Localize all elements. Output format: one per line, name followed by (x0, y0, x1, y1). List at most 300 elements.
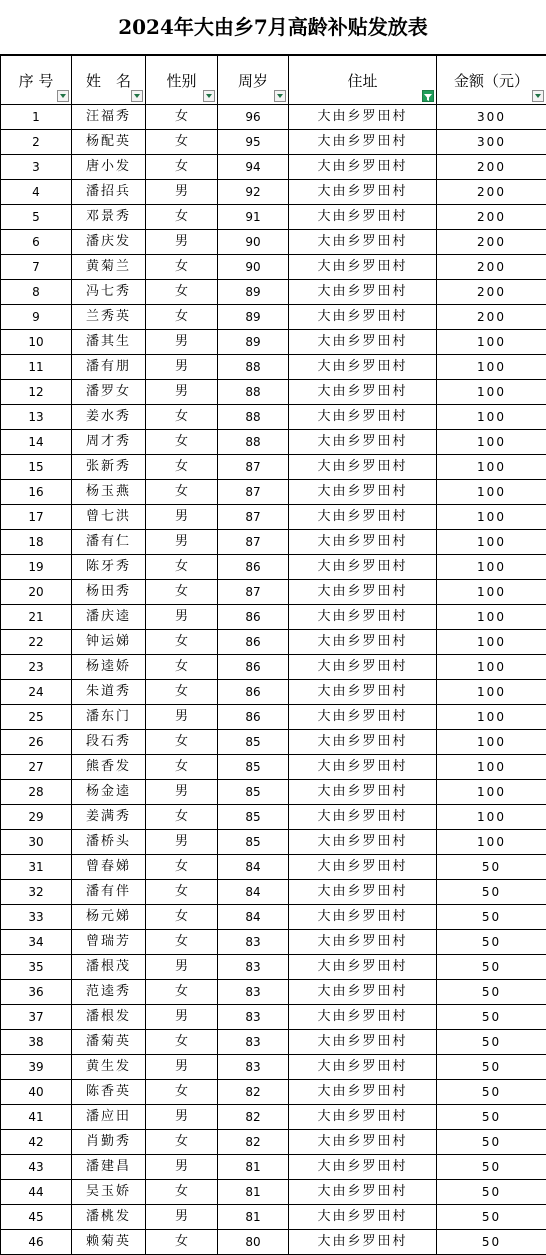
row-gender-cell[interactable]: 女 (146, 755, 218, 780)
row-amount-cell[interactable]: 100 (437, 705, 546, 730)
row-amount-cell[interactable]: 200 (437, 230, 546, 255)
row-address-cell[interactable]: 大由乡罗田村 (289, 980, 437, 1005)
row-age-cell[interactable]: 89 (218, 305, 289, 330)
row-name-cell[interactable]: 杨配英 (72, 130, 146, 155)
row-gender-cell[interactable]: 男 (146, 605, 218, 630)
row-amount-cell[interactable]: 100 (437, 430, 546, 455)
row-name-cell[interactable]: 姜水秀 (72, 405, 146, 430)
row-address-cell[interactable]: 大由乡罗田村 (289, 905, 437, 930)
row-gender-cell[interactable]: 女 (146, 1030, 218, 1055)
row-amount-cell[interactable]: 100 (437, 480, 546, 505)
row-name-cell[interactable]: 潘有伴 (72, 880, 146, 905)
row-gender-cell[interactable]: 女 (146, 1230, 218, 1255)
header-label: 周岁 (238, 72, 268, 90)
row-name-cell[interactable]: 熊香发 (72, 755, 146, 780)
row-name-cell[interactable]: 潘东门 (72, 705, 146, 730)
row-age-cell[interactable]: 88 (218, 355, 289, 380)
row-name-cell[interactable]: 肖勤秀 (72, 1130, 146, 1155)
row-age-cell[interactable]: 89 (218, 330, 289, 355)
row-gender-cell[interactable]: 男 (146, 380, 218, 405)
row-serial-cell[interactable]: 29 (1, 805, 72, 830)
row-serial-cell[interactable]: 26 (1, 730, 72, 755)
row-address-cell[interactable]: 大由乡罗田村 (289, 780, 437, 805)
table-row (1, 180, 546, 205)
row-gender-cell[interactable]: 女 (146, 730, 218, 755)
row-amount-cell[interactable]: 50 (437, 1105, 546, 1130)
row-name-cell[interactable]: 潘应田 (72, 1105, 146, 1130)
row-address-cell[interactable]: 大由乡罗田村 (289, 405, 437, 430)
row-gender-cell[interactable]: 男 (146, 1105, 218, 1130)
row-serial-cell[interactable]: 38 (1, 1030, 72, 1055)
row-name-cell[interactable]: 汪福秀 (72, 105, 146, 130)
row-gender-cell[interactable]: 女 (146, 405, 218, 430)
row-age-cell[interactable]: 95 (218, 130, 289, 155)
row-amount-cell[interactable]: 50 (437, 1155, 546, 1180)
row-name-cell[interactable]: 钟运娣 (72, 630, 146, 655)
row-name-cell[interactable]: 潘桃发 (72, 1205, 146, 1230)
row-gender-cell[interactable]: 男 (146, 1055, 218, 1080)
row-age-cell[interactable]: 81 (218, 1155, 289, 1180)
row-address-cell[interactable]: 大由乡罗田村 (289, 105, 437, 130)
row-address-cell[interactable]: 大由乡罗田村 (289, 1130, 437, 1155)
row-amount-cell[interactable]: 200 (437, 205, 546, 230)
row-address-cell[interactable]: 大由乡罗田村 (289, 1180, 437, 1205)
row-serial-cell[interactable]: 27 (1, 755, 72, 780)
header-cell-gender[interactable] (146, 56, 218, 105)
row-age-cell[interactable]: 89 (218, 280, 289, 305)
row-age-cell[interactable]: 87 (218, 455, 289, 480)
row-serial-cell[interactable]: 5 (1, 205, 72, 230)
row-age-cell[interactable]: 82 (218, 1105, 289, 1130)
row-name-cell[interactable]: 曾瑞芳 (72, 930, 146, 955)
row-amount-cell[interactable]: 100 (437, 805, 546, 830)
row-address-cell[interactable]: 大由乡罗田村 (289, 505, 437, 530)
row-address-cell[interactable]: 大由乡罗田村 (289, 530, 437, 555)
row-address-cell[interactable]: 大由乡罗田村 (289, 455, 437, 480)
row-amount-cell[interactable]: 50 (437, 1130, 546, 1155)
row-address-cell[interactable]: 大由乡罗田村 (289, 755, 437, 780)
row-address-cell[interactable]: 大由乡罗田村 (289, 1155, 437, 1180)
row-amount-cell[interactable]: 100 (437, 355, 546, 380)
row-name-cell[interactable]: 兰秀英 (72, 305, 146, 330)
row-amount-cell[interactable]: 100 (437, 505, 546, 530)
row-amount-cell[interactable]: 200 (437, 180, 546, 205)
row-amount-cell[interactable]: 100 (437, 380, 546, 405)
row-amount-cell[interactable]: 300 (437, 105, 546, 130)
row-amount-cell[interactable]: 200 (437, 280, 546, 305)
header-cell-amount[interactable] (437, 56, 546, 105)
row-gender-cell[interactable]: 男 (146, 955, 218, 980)
row-amount-cell[interactable]: 100 (437, 605, 546, 630)
row-serial-cell[interactable]: 11 (1, 355, 72, 380)
row-gender-cell[interactable]: 女 (146, 805, 218, 830)
row-gender-cell[interactable]: 女 (146, 480, 218, 505)
row-address-cell[interactable]: 大由乡罗田村 (289, 330, 437, 355)
row-age-cell[interactable]: 90 (218, 230, 289, 255)
row-age-cell[interactable]: 86 (218, 705, 289, 730)
table-row (1, 205, 546, 230)
filter-dropdown-icon[interactable] (274, 90, 286, 102)
row-serial-cell[interactable]: 14 (1, 430, 72, 455)
row-address-cell[interactable]: 大由乡罗田村 (289, 930, 437, 955)
row-serial-cell[interactable]: 2 (1, 130, 72, 155)
row-name-cell[interactable]: 杨玉燕 (72, 480, 146, 505)
row-address-cell[interactable]: 大由乡罗田村 (289, 1230, 437, 1255)
row-amount-cell[interactable]: 100 (437, 455, 546, 480)
row-serial-cell[interactable]: 43 (1, 1155, 72, 1180)
row-amount-cell[interactable]: 50 (437, 905, 546, 930)
row-gender-cell[interactable]: 女 (146, 680, 218, 705)
row-address-cell[interactable]: 大由乡罗田村 (289, 1080, 437, 1105)
row-serial-cell[interactable]: 10 (1, 330, 72, 355)
row-serial-cell[interactable]: 12 (1, 380, 72, 405)
row-name-cell[interactable]: 吴玉娇 (72, 1180, 146, 1205)
row-name-cell[interactable]: 潘根发 (72, 1005, 146, 1030)
row-age-cell[interactable]: 90 (218, 255, 289, 280)
filter-dropdown-icon[interactable] (203, 90, 215, 102)
row-name-cell[interactable]: 赖菊英 (72, 1230, 146, 1255)
row-address-cell[interactable]: 大由乡罗田村 (289, 605, 437, 630)
filter-active-icon[interactable] (422, 90, 434, 102)
row-serial-cell[interactable]: 13 (1, 405, 72, 430)
row-address-cell[interactable]: 大由乡罗田村 (289, 255, 437, 280)
row-name-cell[interactable]: 周才秀 (72, 430, 146, 455)
row-amount-cell[interactable]: 50 (437, 880, 546, 905)
row-gender-cell[interactable]: 女 (146, 255, 218, 280)
row-age-cell[interactable]: 88 (218, 430, 289, 455)
row-address-cell[interactable]: 大由乡罗田村 (289, 555, 437, 580)
row-serial-cell[interactable]: 6 (1, 230, 72, 255)
row-age-cell[interactable]: 82 (218, 1080, 289, 1105)
row-name-cell[interactable]: 段石秀 (72, 730, 146, 755)
row-age-cell[interactable]: 85 (218, 805, 289, 830)
table-row (1, 405, 546, 430)
row-gender-cell[interactable]: 男 (146, 505, 218, 530)
table-row (1, 580, 546, 605)
row-age-cell[interactable]: 84 (218, 905, 289, 930)
row-name-cell[interactable]: 杨逵娇 (72, 655, 146, 680)
row-name-cell[interactable]: 邓景秀 (72, 205, 146, 230)
row-gender-cell[interactable]: 男 (146, 180, 218, 205)
row-gender-cell[interactable]: 女 (146, 980, 218, 1005)
row-age-cell[interactable]: 87 (218, 480, 289, 505)
row-serial-cell[interactable]: 16 (1, 480, 72, 505)
row-amount-cell[interactable]: 50 (437, 980, 546, 1005)
row-age-cell[interactable]: 84 (218, 855, 289, 880)
table-row (1, 630, 546, 655)
row-address-cell[interactable]: 大由乡罗田村 (289, 1030, 437, 1055)
row-address-cell[interactable]: 大由乡罗田村 (289, 730, 437, 755)
row-serial-cell[interactable]: 23 (1, 655, 72, 680)
row-serial-cell[interactable]: 15 (1, 455, 72, 480)
row-serial-cell[interactable]: 20 (1, 580, 72, 605)
header-cell-serial[interactable] (1, 56, 72, 105)
row-amount-cell[interactable]: 50 (437, 1005, 546, 1030)
row-address-cell[interactable]: 大由乡罗田村 (289, 355, 437, 380)
row-amount-cell[interactable]: 100 (437, 655, 546, 680)
row-name-cell[interactable]: 潘其生 (72, 330, 146, 355)
row-address-cell[interactable]: 大由乡罗田村 (289, 955, 437, 980)
row-age-cell[interactable]: 81 (218, 1180, 289, 1205)
row-name-cell[interactable]: 潘建昌 (72, 1155, 146, 1180)
row-age-cell[interactable]: 96 (218, 105, 289, 130)
row-name-cell[interactable]: 潘庆逵 (72, 605, 146, 630)
row-age-cell[interactable]: 83 (218, 1030, 289, 1055)
row-gender-cell[interactable]: 男 (146, 830, 218, 855)
row-amount-cell[interactable]: 100 (437, 730, 546, 755)
row-gender-cell[interactable]: 女 (146, 1180, 218, 1205)
row-amount-cell[interactable]: 100 (437, 755, 546, 780)
row-name-cell[interactable]: 潘菊英 (72, 1030, 146, 1055)
row-address-cell[interactable]: 大由乡罗田村 (289, 705, 437, 730)
row-age-cell[interactable]: 86 (218, 680, 289, 705)
row-name-cell[interactable]: 潘根茂 (72, 955, 146, 980)
row-gender-cell[interactable]: 男 (146, 705, 218, 730)
row-age-cell[interactable]: 87 (218, 580, 289, 605)
row-gender-cell[interactable]: 女 (146, 155, 218, 180)
header-cell-age[interactable] (218, 56, 289, 105)
row-address-cell[interactable]: 大由乡罗田村 (289, 155, 437, 180)
row-serial-cell[interactable]: 39 (1, 1055, 72, 1080)
row-gender-cell[interactable]: 男 (146, 330, 218, 355)
header-cell-address[interactable] (289, 56, 437, 105)
row-amount-cell[interactable]: 300 (437, 130, 546, 155)
row-gender-cell[interactable]: 男 (146, 780, 218, 805)
row-name-cell[interactable]: 潘桥头 (72, 830, 146, 855)
row-serial-cell[interactable]: 35 (1, 955, 72, 980)
row-gender-cell[interactable]: 男 (146, 1205, 218, 1230)
row-serial-cell[interactable]: 40 (1, 1080, 72, 1105)
row-name-cell[interactable]: 张新秀 (72, 455, 146, 480)
row-gender-cell[interactable]: 女 (146, 930, 218, 955)
row-serial-cell[interactable]: 42 (1, 1130, 72, 1155)
row-age-cell[interactable]: 88 (218, 405, 289, 430)
table-row (1, 530, 546, 555)
row-age-cell[interactable]: 80 (218, 1230, 289, 1255)
row-address-cell[interactable]: 大由乡罗田村 (289, 430, 437, 455)
row-serial-cell[interactable]: 21 (1, 605, 72, 630)
row-gender-cell[interactable]: 女 (146, 880, 218, 905)
row-name-cell[interactable]: 黄生发 (72, 1055, 146, 1080)
row-serial-cell[interactable]: 33 (1, 905, 72, 930)
row-age-cell[interactable]: 86 (218, 655, 289, 680)
table-row (1, 930, 546, 955)
row-gender-cell[interactable]: 女 (146, 855, 218, 880)
row-amount-cell[interactable]: 200 (437, 305, 546, 330)
row-serial-cell[interactable]: 19 (1, 555, 72, 580)
row-age-cell[interactable]: 83 (218, 1005, 289, 1030)
row-address-cell[interactable]: 大由乡罗田村 (289, 1105, 437, 1130)
row-name-cell[interactable]: 潘有仁 (72, 530, 146, 555)
row-gender-cell[interactable]: 女 (146, 655, 218, 680)
row-serial-cell[interactable]: 30 (1, 830, 72, 855)
row-age-cell[interactable]: 86 (218, 605, 289, 630)
header-cell-name[interactable] (72, 56, 146, 105)
row-gender-cell[interactable]: 女 (146, 630, 218, 655)
table-row (1, 430, 546, 455)
row-age-cell[interactable]: 83 (218, 930, 289, 955)
row-serial-cell[interactable]: 8 (1, 280, 72, 305)
row-gender-cell[interactable]: 女 (146, 1130, 218, 1155)
row-amount-cell[interactable]: 100 (437, 680, 546, 705)
row-amount-cell[interactable]: 200 (437, 255, 546, 280)
row-address-cell[interactable]: 大由乡罗田村 (289, 280, 437, 305)
filter-dropdown-icon[interactable] (532, 90, 544, 102)
row-name-cell[interactable]: 朱道秀 (72, 680, 146, 705)
row-age-cell[interactable]: 85 (218, 780, 289, 805)
row-gender-cell[interactable]: 女 (146, 305, 218, 330)
row-serial-cell[interactable]: 34 (1, 930, 72, 955)
row-gender-cell[interactable]: 女 (146, 580, 218, 605)
row-name-cell[interactable]: 潘有朋 (72, 355, 146, 380)
row-amount-cell[interactable]: 100 (437, 630, 546, 655)
row-address-cell[interactable]: 大由乡罗田村 (289, 380, 437, 405)
row-address-cell[interactable]: 大由乡罗田村 (289, 830, 437, 855)
row-age-cell[interactable]: 86 (218, 555, 289, 580)
row-name-cell[interactable]: 冯七秀 (72, 280, 146, 305)
row-name-cell[interactable]: 杨元娣 (72, 905, 146, 930)
filter-dropdown-icon[interactable] (131, 90, 143, 102)
row-address-cell[interactable]: 大由乡罗田村 (289, 480, 437, 505)
row-gender-cell[interactable]: 女 (146, 280, 218, 305)
row-age-cell[interactable]: 85 (218, 755, 289, 780)
row-name-cell[interactable]: 潘罗女 (72, 380, 146, 405)
row-name-cell[interactable]: 陈牙秀 (72, 555, 146, 580)
row-amount-cell[interactable]: 50 (437, 930, 546, 955)
row-age-cell[interactable]: 85 (218, 730, 289, 755)
row-gender-cell[interactable]: 男 (146, 530, 218, 555)
row-amount-cell[interactable]: 50 (437, 1230, 546, 1255)
row-name-cell[interactable]: 姜满秀 (72, 805, 146, 830)
row-address-cell[interactable]: 大由乡罗田村 (289, 1055, 437, 1080)
row-age-cell[interactable]: 85 (218, 830, 289, 855)
row-address-cell[interactable]: 大由乡罗田村 (289, 655, 437, 680)
row-amount-cell[interactable]: 50 (437, 855, 546, 880)
row-age-cell[interactable]: 82 (218, 1130, 289, 1155)
row-address-cell[interactable]: 大由乡罗田村 (289, 855, 437, 880)
row-age-cell[interactable]: 81 (218, 1205, 289, 1230)
row-age-cell[interactable]: 88 (218, 380, 289, 405)
table-row (1, 905, 546, 930)
row-serial-cell[interactable]: 7 (1, 255, 72, 280)
row-amount-cell[interactable]: 100 (437, 405, 546, 430)
row-serial-cell[interactable]: 18 (1, 530, 72, 555)
row-amount-cell[interactable]: 100 (437, 330, 546, 355)
row-amount-cell[interactable]: 50 (437, 1205, 546, 1230)
row-address-cell[interactable]: 大由乡罗田村 (289, 680, 437, 705)
row-address-cell[interactable]: 大由乡罗田村 (289, 880, 437, 905)
row-amount-cell[interactable]: 50 (437, 1055, 546, 1080)
row-gender-cell[interactable]: 女 (146, 905, 218, 930)
row-amount-cell[interactable]: 50 (437, 1030, 546, 1055)
row-address-cell[interactable]: 大由乡罗田村 (289, 230, 437, 255)
row-address-cell[interactable]: 大由乡罗田村 (289, 305, 437, 330)
row-amount-cell[interactable]: 100 (437, 780, 546, 805)
row-serial-cell[interactable]: 24 (1, 680, 72, 705)
row-address-cell[interactable]: 大由乡罗田村 (289, 1205, 437, 1230)
row-name-cell[interactable]: 潘招兵 (72, 180, 146, 205)
row-gender-cell[interactable]: 男 (146, 1005, 218, 1030)
row-gender-cell[interactable]: 男 (146, 355, 218, 380)
row-gender-cell[interactable]: 女 (146, 555, 218, 580)
row-serial-cell[interactable]: 1 (1, 105, 72, 130)
row-serial-cell[interactable]: 36 (1, 980, 72, 1005)
row-age-cell[interactable]: 83 (218, 955, 289, 980)
row-amount-cell[interactable]: 100 (437, 580, 546, 605)
row-amount-cell[interactable]: 100 (437, 530, 546, 555)
row-serial-cell[interactable]: 44 (1, 1180, 72, 1205)
row-age-cell[interactable]: 86 (218, 630, 289, 655)
row-age-cell[interactable]: 91 (218, 205, 289, 230)
row-age-cell[interactable]: 83 (218, 980, 289, 1005)
row-age-cell[interactable]: 87 (218, 530, 289, 555)
row-amount-cell[interactable]: 200 (437, 155, 546, 180)
row-age-cell[interactable]: 94 (218, 155, 289, 180)
row-name-cell[interactable]: 范逵秀 (72, 980, 146, 1005)
row-age-cell[interactable]: 87 (218, 505, 289, 530)
row-amount-cell[interactable]: 100 (437, 830, 546, 855)
row-gender-cell[interactable]: 女 (146, 205, 218, 230)
row-name-cell[interactable]: 唐小发 (72, 155, 146, 180)
row-address-cell[interactable]: 大由乡罗田村 (289, 130, 437, 155)
row-amount-cell[interactable]: 50 (437, 1080, 546, 1105)
row-amount-cell[interactable]: 50 (437, 1180, 546, 1205)
row-address-cell[interactable]: 大由乡罗田村 (289, 1005, 437, 1030)
row-serial-cell[interactable]: 28 (1, 780, 72, 805)
row-gender-cell[interactable]: 女 (146, 455, 218, 480)
row-gender-cell[interactable]: 女 (146, 105, 218, 130)
row-serial-cell[interactable]: 32 (1, 880, 72, 905)
filter-dropdown-icon[interactable] (57, 90, 69, 102)
row-amount-cell[interactable]: 100 (437, 555, 546, 580)
row-name-cell[interactable]: 黄菊兰 (72, 255, 146, 280)
row-name-cell[interactable]: 陈香英 (72, 1080, 146, 1105)
row-age-cell[interactable]: 92 (218, 180, 289, 205)
row-name-cell[interactable]: 杨金逵 (72, 780, 146, 805)
row-serial-cell[interactable]: 37 (1, 1005, 72, 1030)
row-amount-cell[interactable]: 50 (437, 955, 546, 980)
row-address-cell[interactable]: 大由乡罗田村 (289, 205, 437, 230)
row-serial-cell[interactable]: 9 (1, 305, 72, 330)
row-gender-cell[interactable]: 女 (146, 1080, 218, 1105)
row-address-cell[interactable]: 大由乡罗田村 (289, 805, 437, 830)
row-serial-cell[interactable]: 22 (1, 630, 72, 655)
row-serial-cell[interactable]: 17 (1, 505, 72, 530)
row-gender-cell[interactable]: 男 (146, 230, 218, 255)
row-serial-cell[interactable]: 25 (1, 705, 72, 730)
row-address-cell[interactable]: 大由乡罗田村 (289, 630, 437, 655)
row-serial-cell[interactable]: 4 (1, 180, 72, 205)
row-name-cell[interactable]: 曾春娣 (72, 855, 146, 880)
row-address-cell[interactable]: 大由乡罗田村 (289, 580, 437, 605)
row-serial-cell[interactable]: 41 (1, 1105, 72, 1130)
row-name-cell[interactable]: 杨田秀 (72, 580, 146, 605)
row-gender-cell[interactable]: 女 (146, 130, 218, 155)
row-serial-cell[interactable]: 31 (1, 855, 72, 880)
table-row (1, 455, 546, 480)
row-serial-cell[interactable]: 46 (1, 1230, 72, 1255)
row-name-cell[interactable]: 曾七洪 (72, 505, 146, 530)
row-serial-cell[interactable]: 45 (1, 1205, 72, 1230)
row-address-cell[interactable]: 大由乡罗田村 (289, 180, 437, 205)
row-name-cell[interactable]: 潘庆发 (72, 230, 146, 255)
table-row (1, 855, 546, 880)
row-age-cell[interactable]: 84 (218, 880, 289, 905)
row-serial-cell[interactable]: 3 (1, 155, 72, 180)
row-gender-cell[interactable]: 男 (146, 1155, 218, 1180)
row-gender-cell[interactable]: 女 (146, 430, 218, 455)
row-age-cell[interactable]: 83 (218, 1055, 289, 1080)
